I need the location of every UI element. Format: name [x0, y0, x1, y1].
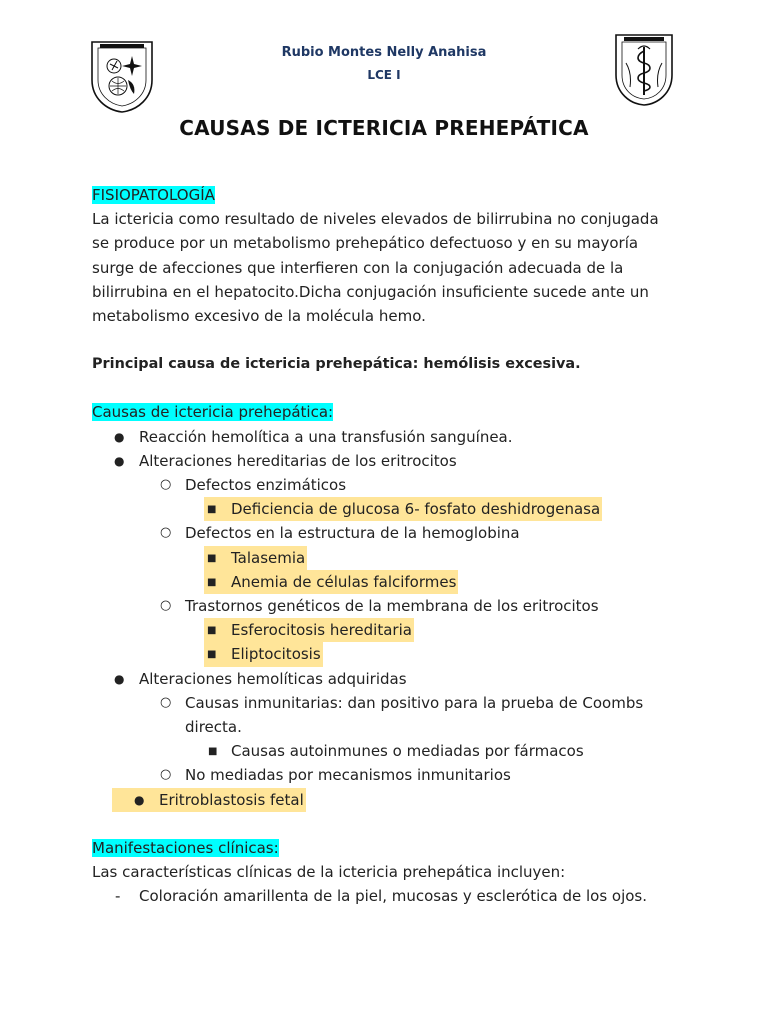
fisiopatologia-line: La ictericia como resultado de niveles elevados de bilirrubina no conjugada: [92, 210, 659, 229]
circle-bullet-icon: ○: [160, 767, 172, 783]
list-item: ○ No mediadas por mecanismos inmunitarios: [92, 763, 692, 787]
list-item: ○ Defectos enzimáticos: [92, 473, 692, 497]
fisiopatologia-line: se produce por un metabolismo prehepático defectuoso y en su mayoría: [92, 234, 639, 253]
circle-bullet-icon: ○: [160, 598, 172, 614]
circle-bullet-icon: ○: [160, 525, 172, 541]
fisiopatologia-line: bilirrubina en el hepatocito.Dicha conjugación insuficiente sucede ante un: [92, 282, 649, 301]
list-item: ■ Deficiencia de glucosa 6- fosfato deshidrogenasa: [92, 497, 692, 521]
document-body: [92, 183, 692, 908]
square-bullet-icon: ■: [207, 552, 217, 564]
list-item: - Coloración amarillenta de la piel, mucosas y esclerótica de los ojos.: [92, 884, 692, 908]
causas-heading: Causas de ictericia prehepática:: [92, 403, 334, 422]
bullet-icon: ●: [114, 453, 125, 468]
bullet-icon: ●: [114, 671, 125, 686]
circle-bullet-icon: ○: [160, 694, 172, 710]
fisiopatologia-line: surge de afecciones que interfieren con la conjugación adecuada de la: [92, 258, 624, 277]
square-bullet-icon: ■: [207, 576, 217, 588]
bullet-icon: ●: [134, 792, 145, 807]
page-title: CAUSAS DE ICTERICIA PREHEPÁTICA: [179, 116, 589, 140]
list-item: ■ Esferocitosis hereditaria: [92, 618, 692, 642]
principal-cause: Principal causa de ictericia prehepática: hemólisis excesiva.: [92, 356, 581, 373]
square-bullet-icon: ■: [207, 504, 217, 516]
fisiopatologia-line: metabolismo excesivo de la molécula hemo.: [92, 307, 426, 326]
list-item: ● Eritroblastosis fetal: [92, 788, 692, 812]
list-item: ● Alteraciones hemolíticas adquiridas: [92, 667, 692, 691]
list-item: ● Reacción hemolítica a una transfusión sanguínea.: [92, 425, 692, 449]
circle-bullet-icon: ○: [160, 477, 172, 493]
list-item: ■ Talasemia: [92, 546, 692, 570]
fisiopatologia-heading: FISIOPATOLOGÍA: [92, 186, 215, 204]
list-item: ■ Causas autoinmunes o mediadas por fármacos: [92, 739, 692, 763]
square-bullet-icon: ■: [208, 746, 218, 758]
list-item: ■ Anemia de células falciformes: [92, 570, 692, 594]
author-name: Rubio Montes Nelly Anahisa: [281, 45, 487, 60]
list-item: ■ Eliptocitosis: [92, 642, 692, 666]
square-bullet-icon: ■: [207, 625, 217, 637]
square-bullet-icon: ■: [207, 649, 217, 661]
list-item: ○ Trastornos genéticos de la membrana de los eritrocitos: [92, 594, 692, 618]
list-item: ● Alteraciones hereditarias de los eritrocitos: [92, 449, 692, 473]
bullet-icon: ●: [114, 429, 125, 444]
list-item-continuation: directa.: [185, 718, 242, 737]
manifestaciones-intro: Las características clínicas de la ictericia prehepática incluyen:: [92, 863, 566, 882]
list-item: ○ Causas inmunitarias: dan positivo para la prueba de Coombs: [92, 691, 692, 715]
course-label: LCE I: [367, 68, 401, 82]
list-item: ○ Defectos en la estructura de la hemoglobina: [92, 521, 692, 545]
dash-bullet-icon: -: [115, 887, 121, 906]
manifestaciones-heading: Manifestaciones clínicas:: [92, 838, 279, 857]
